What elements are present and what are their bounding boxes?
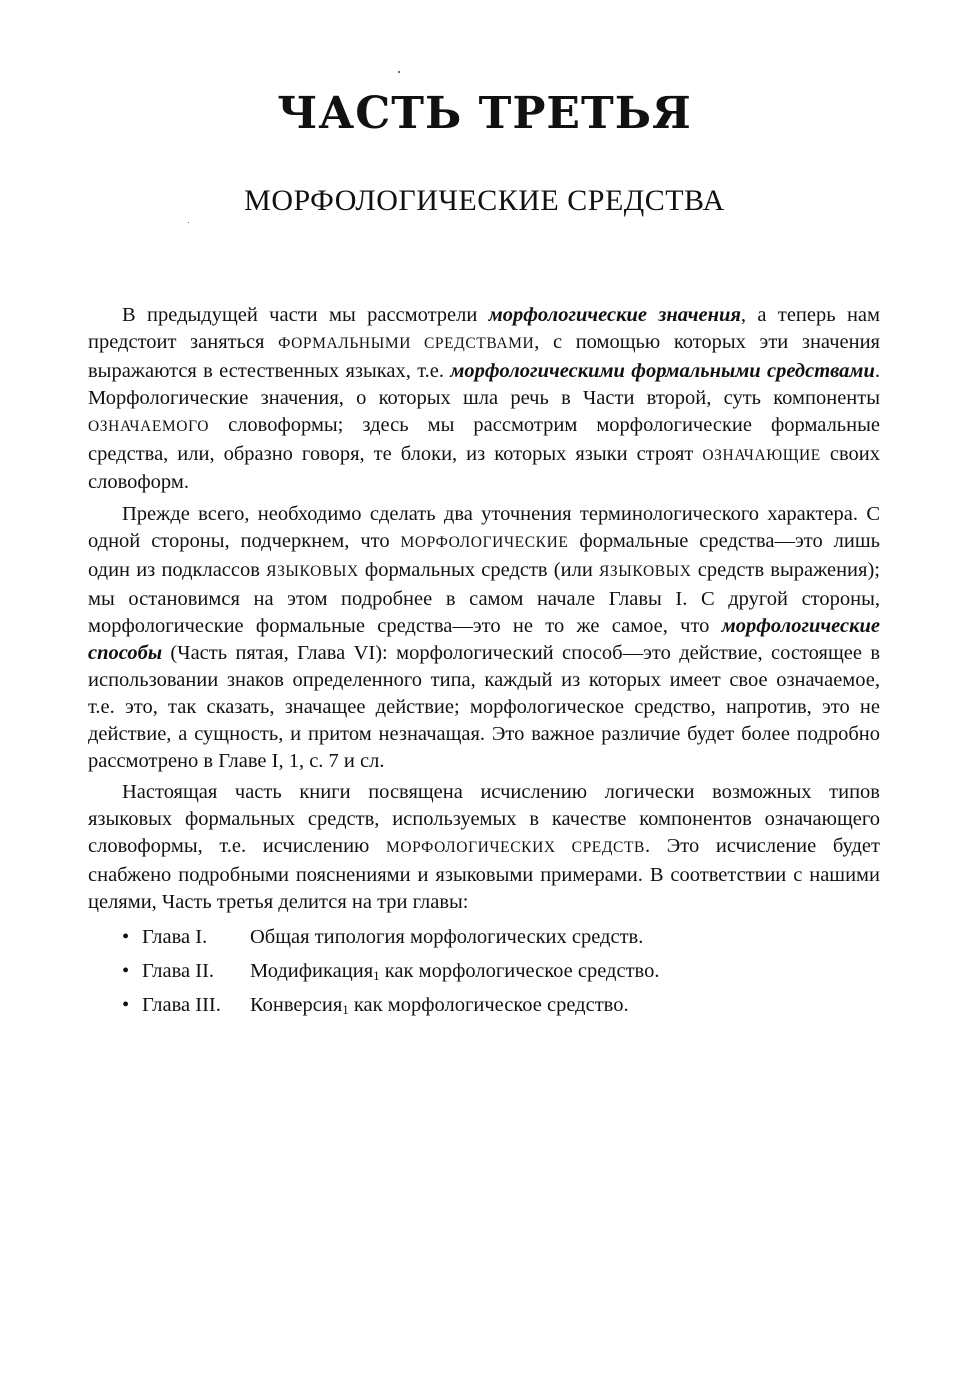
text-run: Настоящая часть книги посвящена исчислению логически возможных типов языковых формальных средств, используемых в качестве компонентов означающего словоформы, т.е. исчислению	[88, 781, 880, 858]
bullet-icon: •	[122, 993, 130, 1016]
paragraph	[88, 302, 880, 496]
chapter-number: Глава III.	[142, 993, 221, 1016]
text-run: (Часть пятая, Глава VI): морфологический способ—это действие, состоящее в использовании знаков определенного типа, каждый из которых имеет свое означаемое, т.е. это, так сказать, значащее действие; морфологическое средство, напротив, это не действие, а сущность, и притом незначащая. Это важное различие будет более подробно рассмотрено в Главе I, 1, с. 7 и сл.	[88, 641, 880, 772]
small-caps-term: ЯЗЫКОВЫХ	[266, 563, 359, 581]
emphasis-term: морфологические способы	[88, 614, 880, 664]
emphasis-term: морфологическими формальными средствами	[450, 359, 875, 382]
text-run: , а теперь нам предстоит заняться	[88, 304, 880, 353]
bullet-icon: •	[122, 925, 130, 948]
chapter-number: Глава I.	[142, 925, 208, 948]
bullet-icon: •	[122, 959, 130, 982]
text-run: своих словоформ.	[88, 442, 880, 494]
text-run: В предыдущей части мы рассмотрели	[122, 304, 489, 326]
text-run: формальных средств (или	[358, 559, 599, 582]
chapter-item	[122, 992, 880, 1024]
chapter-number: Глава II.	[142, 959, 215, 982]
text-run: . Это исчисление будет снабжено подробными пояснениями и языковыми примерами. В соответствии с нашими целями, Часть третья делится на три главы:	[88, 835, 880, 914]
text-run: , с помощью которых эти значения выражаются в естественных языках, т.е.	[88, 330, 880, 382]
body-text	[88, 302, 880, 1026]
small-caps-term: МОРФОЛОГИЧЕСКИХ СРЕДСТВ	[386, 839, 645, 857]
text-run: формальные средства—это лишь один из подклассов	[88, 530, 880, 582]
chapter-list	[88, 924, 880, 1024]
text-run: Прежде всего, необходимо сделать два уточнения терминологического характера. С одной стороны, подчеркнем, что	[88, 503, 880, 553]
text-run: . Морфологические значения, о которых шла речь в Части второй, суть компоненты	[88, 359, 880, 409]
chapter-item	[122, 924, 880, 956]
chapter-item	[122, 958, 880, 990]
part-title: ЧАСТЬ ТРЕТЬЯ	[277, 88, 692, 139]
scan-speck	[398, 71, 400, 73]
small-caps-term: МОРФОЛОГИЧЕСКИЕ	[400, 534, 569, 552]
paragraph	[88, 779, 880, 916]
emphasis-term: морфологические значения	[488, 304, 741, 326]
small-caps-term: ОЗНАЧАЮЩИЕ	[702, 446, 821, 464]
part-subtitle: МОРФОЛОГИЧЕСКИЕ СРЕДСТВА	[244, 184, 725, 217]
text-run: словоформы; здесь мы рассмотрим морфологические формальные средства, или, образно говоря, те блоки, из которых языки строят	[88, 413, 880, 465]
small-caps-term: ОЗНАЧАЕМОГО	[88, 417, 210, 435]
small-caps-term: ЯЗЫКОВЫХ	[598, 563, 692, 581]
chapter-title: Общая типология морфологических средств.	[250, 925, 644, 948]
small-caps-term: ФОРМАЛЬНЫМИ СРЕДСТВАМИ	[278, 334, 535, 352]
chapter-title: Модификация$_1$ как морфологическое средство.	[250, 959, 660, 983]
chapter-title: Конверсия$_1$ как морфологическое средство.	[250, 993, 629, 1017]
paragraph	[88, 501, 880, 774]
text-run: средств выражения); мы остановимся на этом подробнее в самом начале Главы I. С другой стороны, морфологические формальные средства—это не то же самое, что	[88, 559, 880, 637]
scan-speck	[188, 222, 189, 223]
